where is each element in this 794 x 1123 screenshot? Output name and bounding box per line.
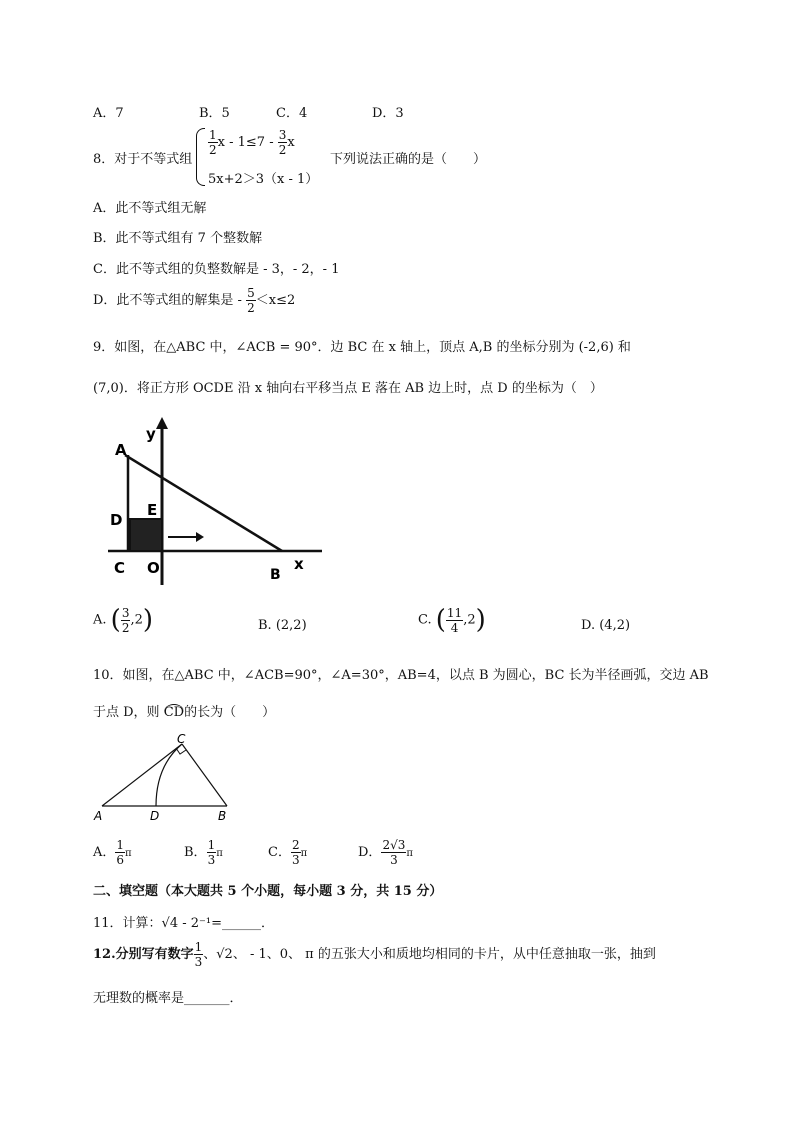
q10-option-b: B． $\frac{1}{3}$ π [184,838,223,867]
q10-option-a: A． $\frac{1}{6}$ π [93,838,132,867]
q10-side-bc [182,744,227,806]
q12-line-1: 12.分别写有数字 $\frac{1}{3}$ 、√2、 - 1、0、 π 的五张大小和质地均相同的卡片，从中任意抽取一张，抽到 [93,940,656,969]
q8-brace [196,128,205,186]
q8-inequality-2: 5x+2＞3（x - 1） [208,172,319,187]
q10-label-d: D [150,809,160,823]
q9-line-1: 9．如图，在△ABC 中，∠ACB = 90°．边 BC 在 x 轴上，顶点 A,B 的坐标分别为 (-2,6) 和 [93,340,631,355]
q8-prefix: 8．对于不等式组 [93,152,193,167]
q7-option-c: C．4 [276,106,308,121]
q9-label-a: A [115,441,127,459]
q10-label-b: B [218,809,227,823]
q7-option-d: D．3 [372,106,404,121]
q10-line-2: 于点 D，则 CD的长为（ ） [93,705,276,720]
q10-label-a: A [94,809,103,823]
q9-label-c: C [114,559,126,577]
q10-option-d: D． $\frac{2√3}{3}$ π [358,838,413,867]
q9-label-o: O [147,559,160,577]
q8-option-b: B．此不等式组有 7 个整数解 [93,231,263,246]
q8-inequality-1: $\frac{1}{2}$ x - 1≤7 - $\frac{3}{2}$ x [209,128,295,157]
q10-side-ac [102,744,182,806]
q11-text: 11．计算：√4 - 2⁻¹=______． [93,916,274,931]
q9-label-y: y [146,425,156,443]
section-2-title: 二、填空题（本大题共 5 个小题，每小题 3 分，共 15 分） [93,884,443,899]
q9-option-a: A. ( $\frac{3}{2}$ ,2) [93,605,154,635]
q8-option-c: C．此不等式组的负整数解是 - 3，- 2，- 1 [93,262,340,277]
q9-label-x: x [294,555,304,573]
q10-option-c: C． $\frac{2}{3}$ π [268,838,308,867]
q10-arc-cd [156,744,182,806]
q9-option-d: D. (4,2) [581,618,631,633]
q10-arc-label: CD [163,705,185,720]
q9-label-e: E [147,501,158,519]
q9-label-b: B [270,567,281,583]
q12-line-2: 无理数的概率是_______． [93,991,243,1006]
q8-option-d: D．此不等式组的解集是 - $\frac{5}{2}$ ＜x≤2 [93,286,296,315]
q9-label-d: D [110,511,123,529]
q9-line-2: (7,0)．将正方形 OCDE 沿 x 轴向右平移当点 E 落在 AB 边上时，点 D 的坐标为（ ） [93,381,603,396]
q9-figure [100,415,330,590]
q7-option-a: A．7 [93,106,124,121]
q9-option-c: C. ( $\frac{11}{4}$ ,2) [418,605,486,635]
q9-y-arrow [156,417,168,429]
q7-option-b: B．5 [199,106,230,121]
q10-label-c: C [177,732,186,746]
q8-suffix: 下列说法正确的是（ ） [330,152,487,167]
q9-square-ocde [130,519,162,551]
q8-option-a: A．此不等式组无解 [93,201,207,216]
q10-figure [90,732,240,824]
q9-option-b: B. (2,2) [258,618,307,633]
q10-line-1: 10．如图，在△ABC 中，∠ACB=90°，∠A=30°，AB=4，以点 B 为圆心，BC 长为半径画弧，交边 AB [93,668,709,683]
